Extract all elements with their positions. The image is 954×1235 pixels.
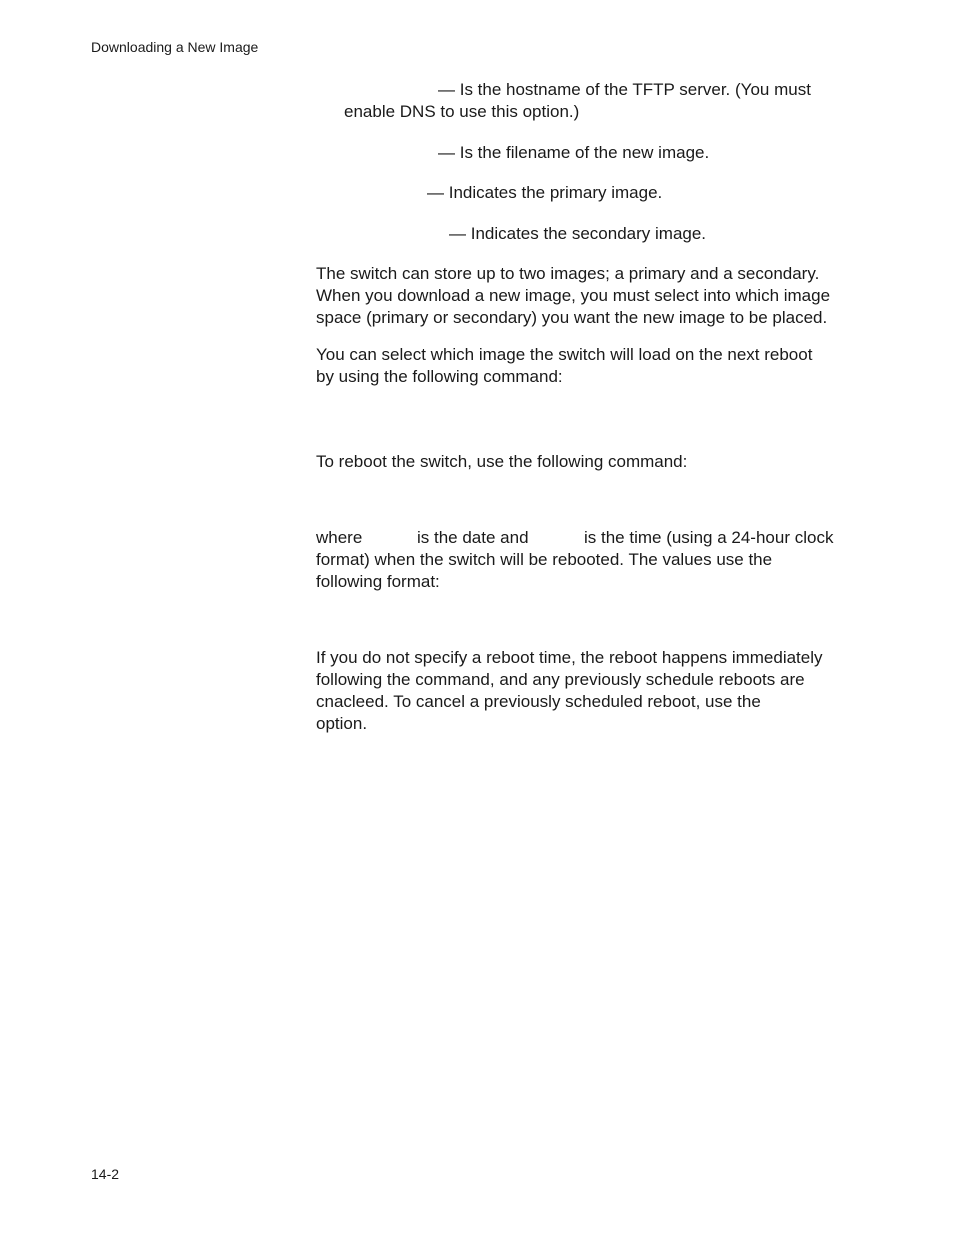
paragraph-line: space (primary or secondary) you want the new image to be placed. [316,308,828,327]
paragraph-reboot-immediate [316,647,856,735]
page-number: 14-2 [91,1166,120,1182]
paragraph-date-text: is the date and [417,528,529,547]
paragraph-line: cnacleed. To cancel a previously scheduled reboot, use the [316,692,761,711]
running-header: Downloading a New Image [91,39,259,55]
paragraph-line: following the command, and any previously schedule reboots are [316,670,805,689]
paragraph-line: You can select which image the switch will load on the next reboot [316,345,813,364]
paragraph-reboot-command [316,451,856,473]
paragraph-word-where: where [316,528,363,547]
paragraph-select-image [316,344,856,388]
param-primary-desc: — Indicates the primary image. [427,183,663,202]
paragraph-line: The switch can store up to two images; a primary and a secondary. [316,264,820,283]
paragraph-line: option. [316,714,368,733]
paragraph-image-storage [316,263,856,329]
param-hostname-desc-cont: enable DNS to use this option.) [344,102,580,121]
paragraph-time-text: is the time (using a 24-hour clock [584,528,834,547]
paragraph-line: following format: [316,572,440,591]
paragraph-line: by using the following command: [316,367,563,386]
param-hostname-desc: — Is the hostname of the TFTP server. (You must [438,80,811,99]
paragraph-line: When you download a new image, you must select into which image [316,286,831,305]
paragraph-line: format) when the switch will be rebooted. The values use the [316,550,773,569]
param-filename-desc: — Is the filename of the new image. [438,143,710,162]
paragraph-line: To reboot the switch, use the following command: [316,452,688,471]
paragraph-reboot-time-cont [316,549,856,593]
param-secondary-desc: — Indicates the secondary image. [449,224,707,243]
paragraph-line: If you do not specify a reboot time, the reboot happens immediately [316,648,823,667]
